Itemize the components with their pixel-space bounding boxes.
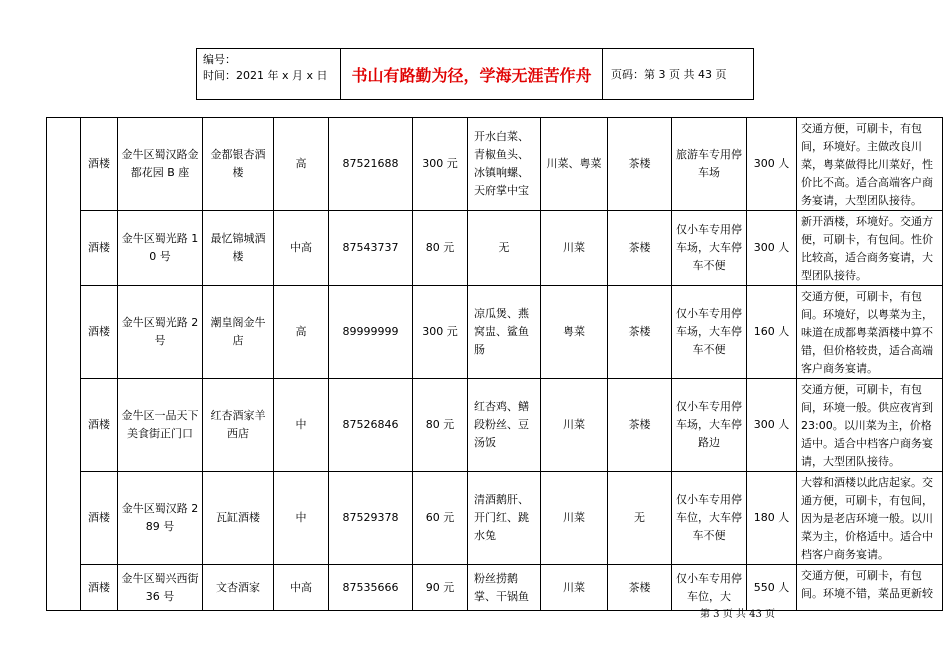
cuisine-cell: 川菜、粤菜 (541, 118, 608, 211)
dishes-cell: 红杏鸡、鳝段粉丝、豆汤饭 (468, 379, 541, 472)
parking-cell: 仅小车专用停车位，大车停车不便 (672, 472, 747, 565)
tea-cell: 茶楼 (608, 286, 672, 379)
table-row (47, 118, 943, 211)
table-row (47, 211, 943, 286)
capacity-cell: 180 人 (747, 472, 797, 565)
parking-cell: 旅游车专用停车场 (672, 118, 747, 211)
parking-cell: 仅小车专用停车场，大车停车不便 (672, 211, 747, 286)
capacity-cell: 300 人 (747, 118, 797, 211)
grade-cell: 中 (274, 379, 329, 472)
header-page-info: 页码：第 3 页 共 43 页 (611, 68, 727, 81)
parking-cell: 仅小车专用停车场，大车停车不便 (672, 286, 747, 379)
address-cell: 金牛区蜀汉路金都花园 B 座 (118, 118, 203, 211)
price-cell: 60 元 (413, 472, 468, 565)
tea-cell: 无 (608, 472, 672, 565)
page-header (196, 48, 754, 100)
tea-cell: 茶楼 (608, 379, 672, 472)
table-row (47, 472, 943, 565)
cuisine-cell: 川菜 (541, 472, 608, 565)
name-cell: 文杏酒家 (203, 565, 274, 611)
grade-cell: 中 (274, 472, 329, 565)
address-cell: 金牛区蜀汉路 289 号 (118, 472, 203, 565)
restaurant-table (46, 117, 943, 611)
capacity-cell: 550 人 (747, 565, 797, 611)
dishes-cell: 无 (468, 211, 541, 286)
blank-cell (47, 286, 81, 379)
dishes-cell: 凉瓜煲、燕窝盅、鲨鱼肠 (468, 286, 541, 379)
notes-cell: 大蓉和酒楼以此店起家。交通方便，可刷卡，有包间，因为是老店环境一般。以川菜为主，价格适中。适合中档客户商务宴请。 (797, 472, 943, 565)
name-cell: 金都银杏酒楼 (203, 118, 274, 211)
phone-cell: 87543737 (329, 211, 413, 286)
blank-cell (47, 565, 81, 611)
address-cell: 金牛区蜀光路 2 号 (118, 286, 203, 379)
page-footer: 第 3 页 共 43 页 (700, 609, 775, 620)
blank-cell (47, 118, 81, 211)
notes-cell: 交通方便，可刷卡，有包间，环境好。主做改良川菜，粤菜做得比川菜好，性价比不高。适合高端客户商务宴请，大型团队接待。 (797, 118, 943, 211)
table-row (47, 565, 943, 611)
restaurant-table-wrapper (46, 117, 943, 611)
category-cell: 酒楼 (81, 472, 118, 565)
name-cell: 瓦缸酒楼 (203, 472, 274, 565)
grade-cell: 中高 (274, 211, 329, 286)
notes-cell: 新开酒楼，环境好。交通方便，可刷卡，有包间。性价比较高，适合商务宴请，大型团队接待。 (797, 211, 943, 286)
capacity-cell: 300 人 (747, 379, 797, 472)
price-cell: 300 元 (413, 118, 468, 211)
category-cell: 酒楼 (81, 286, 118, 379)
notes-cell: 交通方便，可刷卡，有包间。环境不错，菜品更新较 (797, 565, 943, 611)
dishes-cell: 清酒鹅肝、开门红、跳水兔 (468, 472, 541, 565)
name-cell: 潮皇阁金牛店 (203, 286, 274, 379)
table-row (47, 286, 943, 379)
notes-cell: 交通方便，可刷卡，有包间，环境一般。供应夜宵到 23:00。以川菜为主，价格适中。适合中档客户商务宴请，大型团队接待。 (797, 379, 943, 472)
category-cell: 酒楼 (81, 379, 118, 472)
header-motto: 书山有路勤为径，学海无涯苦作舟 (341, 49, 603, 99)
cuisine-cell: 川菜 (541, 379, 608, 472)
name-cell: 红杏酒家羊西店 (203, 379, 274, 472)
grade-cell: 中高 (274, 565, 329, 611)
dishes-cell: 开水白菜、青椒鱼头、冰镇响螺、天府掌中宝 (468, 118, 541, 211)
header-number-label: 编号： (203, 53, 236, 66)
header-meta (197, 49, 341, 99)
capacity-cell: 160 人 (747, 286, 797, 379)
phone-cell: 87529378 (329, 472, 413, 565)
price-cell: 80 元 (413, 379, 468, 472)
address-cell: 金牛区蜀光路 10 号 (118, 211, 203, 286)
category-cell: 酒楼 (81, 565, 118, 611)
dishes-cell: 粉丝捞鹅掌、干锅鱼 (468, 565, 541, 611)
capacity-cell: 300 人 (747, 211, 797, 286)
blank-cell (47, 211, 81, 286)
phone-cell: 87535666 (329, 565, 413, 611)
parking-cell: 仅小车专用停车场，大车停路边 (672, 379, 747, 472)
table-row (47, 379, 943, 472)
address-cell: 金牛区一品天下美食街正门口 (118, 379, 203, 472)
grade-cell: 高 (274, 286, 329, 379)
category-cell: 酒楼 (81, 118, 118, 211)
tea-cell: 茶楼 (608, 118, 672, 211)
price-cell: 90 元 (413, 565, 468, 611)
parking-cell: 仅小车专用停车位，大 (672, 565, 747, 611)
blank-cell (47, 379, 81, 472)
address-cell: 金牛区蜀兴西街 36 号 (118, 565, 203, 611)
price-cell: 80 元 (413, 211, 468, 286)
header-date: 时间：2021 年 x 月 x 日 (203, 69, 328, 82)
phone-cell: 89999999 (329, 286, 413, 379)
cuisine-cell: 川菜 (541, 565, 608, 611)
phone-cell: 87521688 (329, 118, 413, 211)
tea-cell: 茶楼 (608, 565, 672, 611)
restaurant-table-body (47, 118, 943, 611)
category-cell: 酒楼 (81, 211, 118, 286)
blank-cell (47, 472, 81, 565)
phone-cell: 87526846 (329, 379, 413, 472)
notes-cell: 交通方便，可刷卡，有包间。环境好，以粤菜为主，味道在成都粤菜酒楼中算不错，但价格较贵，适合高端客户商务宴请。 (797, 286, 943, 379)
price-cell: 300 元 (413, 286, 468, 379)
cuisine-cell: 川菜 (541, 211, 608, 286)
tea-cell: 茶楼 (608, 211, 672, 286)
name-cell: 最忆锦城酒楼 (203, 211, 274, 286)
grade-cell: 高 (274, 118, 329, 211)
cuisine-cell: 粤菜 (541, 286, 608, 379)
